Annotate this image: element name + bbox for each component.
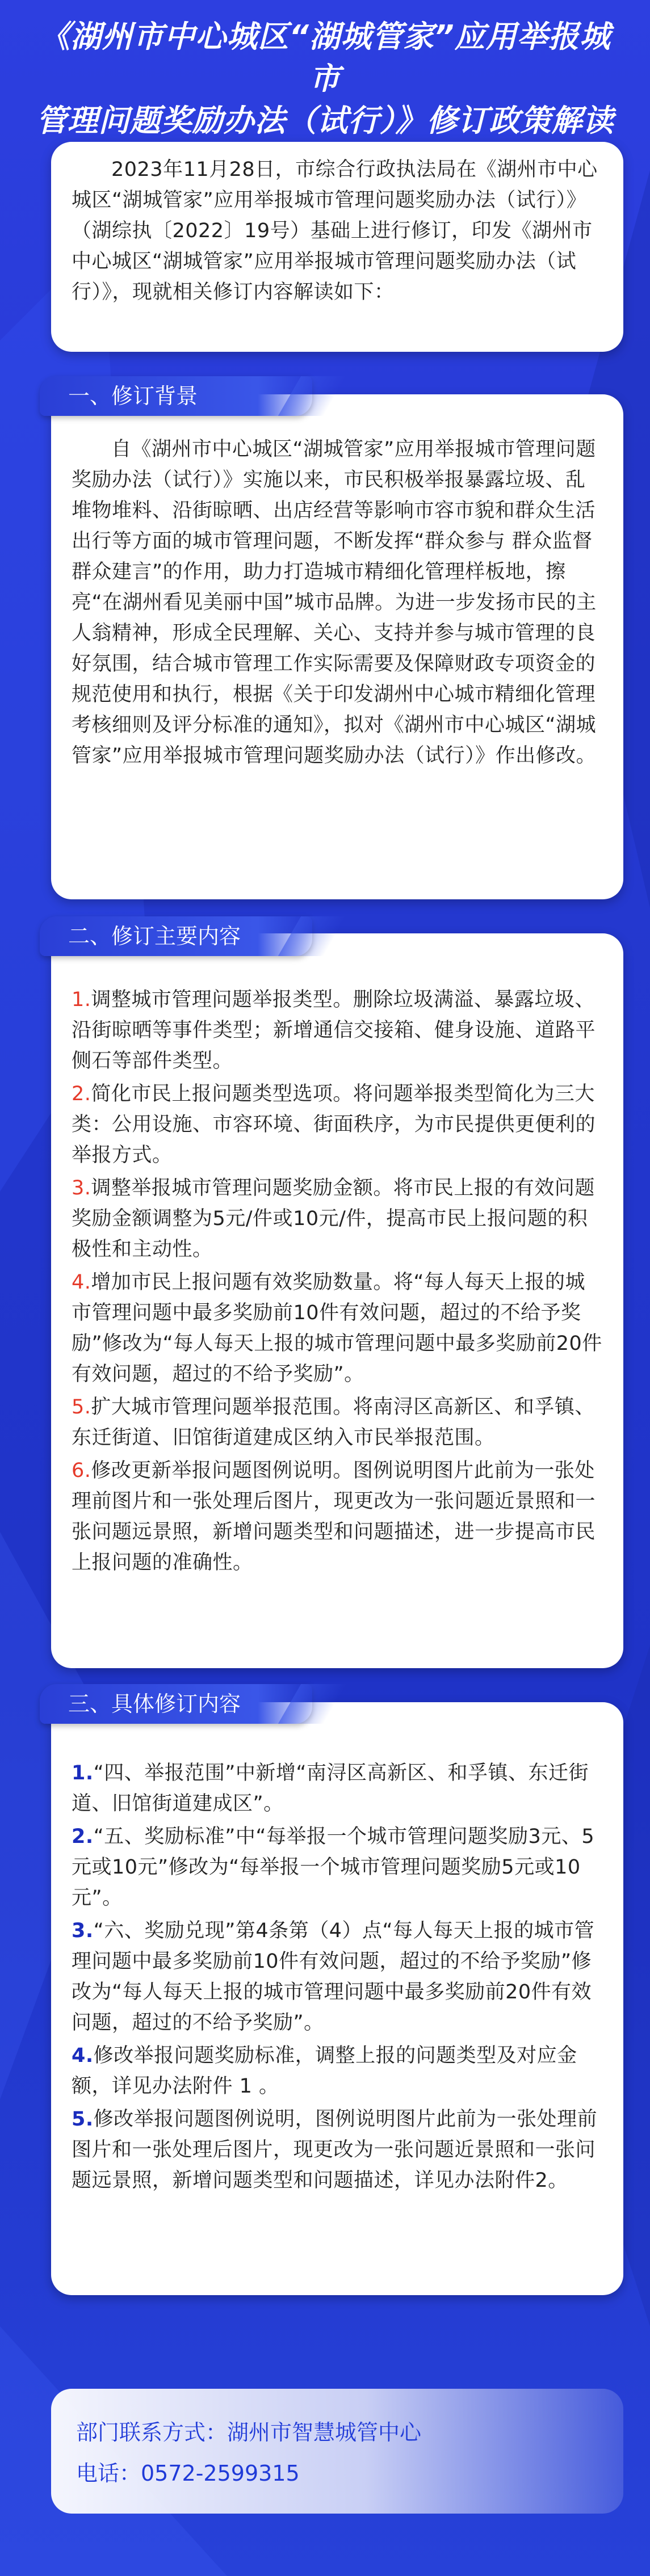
intro-card	[51, 142, 623, 352]
item-number: 5.	[72, 1396, 91, 1419]
item-text: “四、举报范围”中新增“南浔区高新区、和孚镇、东迁街道、旧馆街道建成区”。	[72, 1762, 589, 1815]
item-number: 2.	[72, 1083, 91, 1105]
list-item	[72, 1455, 603, 1578]
page-title	[34, 16, 616, 142]
item-number: 6.	[72, 1459, 91, 1482]
contact-department: 部门联系方式：湖州市智慧城管中心	[76, 2420, 422, 2445]
item-number: 3.	[72, 1920, 94, 1942]
contact-panel	[51, 2389, 623, 2514]
item-number: 1.	[72, 1762, 94, 1784]
title-line-1: 《湖州市中心城区“湖城管家”应用举报城市	[39, 19, 611, 96]
section-heading-main-content: 二、修订主要内容	[40, 916, 312, 956]
item-number: 2.	[72, 1825, 94, 1848]
section-heading-background: 一、修订背景	[40, 376, 312, 416]
list-item	[72, 1079, 603, 1171]
item-text: 简化市民上报问题类型选项。将问题举报类型简化为三大类：公用设施、市容环境、街面秩序，为市民提供更便利的举报方式。	[72, 1083, 596, 1167]
background-text: 自《湖州市中心城区“湖城管家”应用举报城市管理问题奖励办法（试行）》实施以来，市民积极举报暴露垃圾、乱堆物堆料、沿街晾晒、出店经营等影响市容市貌和群众生活出行等方面的城市管理问题，不断发挥“群众参与 群众监督 群众建言”的作用，助力打造城市精细化管理样板地，擦亮“在湖州看见美丽中国”城市品牌。为进一步发扬市民的主人翁精神，形成全民理解、关心、支持并参与城市管理的良好氛围，结合城市管理工作实际需要及保障财政专项资金的规范使用和执行，根据《关于印发湖州中心城市精细化管理考核细则及评分标准的通知》，拟对《湖州市中心城区“湖城管家”应用举报城市管理问题奖励办法（试行）》作出修改。	[72, 438, 597, 767]
background-card	[51, 394, 623, 899]
list-item	[72, 1821, 603, 1913]
item-text: 扩大城市管理问题举报范围。将南浔区高新区、和孚镇、东迁街道、旧馆街道建成区纳入市民举报范围。	[72, 1396, 595, 1449]
item-text: 增加市民上报问题有效奖励数量。将“每人每天上报的城市管理问题中最多奖励前10件有效问题，超过的不给予奖励”修改为“每人每天上报的城市管理问题中最多奖励前20件有效问题，超过的不给予奖励”。	[72, 1271, 602, 1386]
list-item	[72, 1392, 603, 1453]
item-text: 调整举报城市管理问题奖励金额。将市民上报的有效问题奖励金额调整为5元/件或10元/件，提高市民上报问题的积极性和主动性。	[72, 1177, 595, 1261]
intro-text: 2023年11月28日，市综合行政执法局在《湖州市中心城区“湖城管家”应用举报城市管理问题奖励办法（试行）》（湖综执〔2022〕19号）基础上进行修订，印发《湖州市中心城区“湖城管家”应用举报城市管理问题奖励办法（试行）》，现就相关修订内容解读如下：	[72, 158, 598, 304]
item-text: “五、奖励标准”中“每举报一个城市管理问题奖励3元、5元或10元”修改为“每举报一个城市管理问题奖励5元或10元”。	[72, 1825, 595, 1909]
item-number: 4.	[72, 1271, 91, 1294]
item-text: 修改举报问题图例说明，图例说明图片此前为一张处理前图片和一张处理后图片，现更改为一张问题近景照和一张问题远景照，新增问题类型和问题描述，详见办法附件2。	[72, 2108, 598, 2192]
main-content-list	[72, 984, 603, 1580]
list-item	[72, 1758, 603, 1819]
list-item	[72, 2104, 603, 2196]
list-item	[72, 984, 603, 1076]
list-item	[72, 1173, 603, 1265]
list-item	[72, 2040, 603, 2102]
item-text: “六、奖励兑现”第4条第（4）点“每人每天上报的城市管理问题中最多奖励前10件有效问题，超过的不给予奖励”修改为“每人每天上报的城市管理问题中最多奖励前20件有效问题，超过的不给予奖励”。	[72, 1920, 595, 2034]
item-number: 5.	[72, 2108, 94, 2131]
item-number: 3.	[72, 1177, 91, 1199]
main-content-card	[51, 933, 623, 1668]
detail-content-card	[51, 1702, 623, 2295]
list-item	[72, 1267, 603, 1390]
title-line-2: 管理问题奖励办法（试行）》修订政策解读	[36, 103, 614, 138]
contact-phone: 电话：0572-2599315	[76, 2461, 300, 2486]
item-text: 调整城市管理问题举报类型。删除垃圾满溢、暴露垃圾、沿街晾晒等事件类型；新增通信交接箱、健身设施、道路平侧石等部件类型。	[72, 988, 596, 1072]
item-text: 修改更新举报问题图例说明。图例说明图片此前为一张处理前图片和一张处理后图片，现更改为一张问题近景照和一张问题远景照，新增问题类型和问题描述，进一步提高市民上报问题的准确性。	[72, 1459, 596, 1574]
item-text: 修改举报问题奖励标准，调整上报的问题类型及对应金额，详见办法附件 1 。	[72, 2044, 577, 2098]
list-item	[72, 1916, 603, 2038]
item-number: 4.	[72, 2044, 94, 2067]
detail-content-list	[72, 1758, 603, 2198]
section-heading-detail-content: 三、具体修订内容	[40, 1684, 312, 1724]
item-number: 1.	[72, 988, 91, 1011]
